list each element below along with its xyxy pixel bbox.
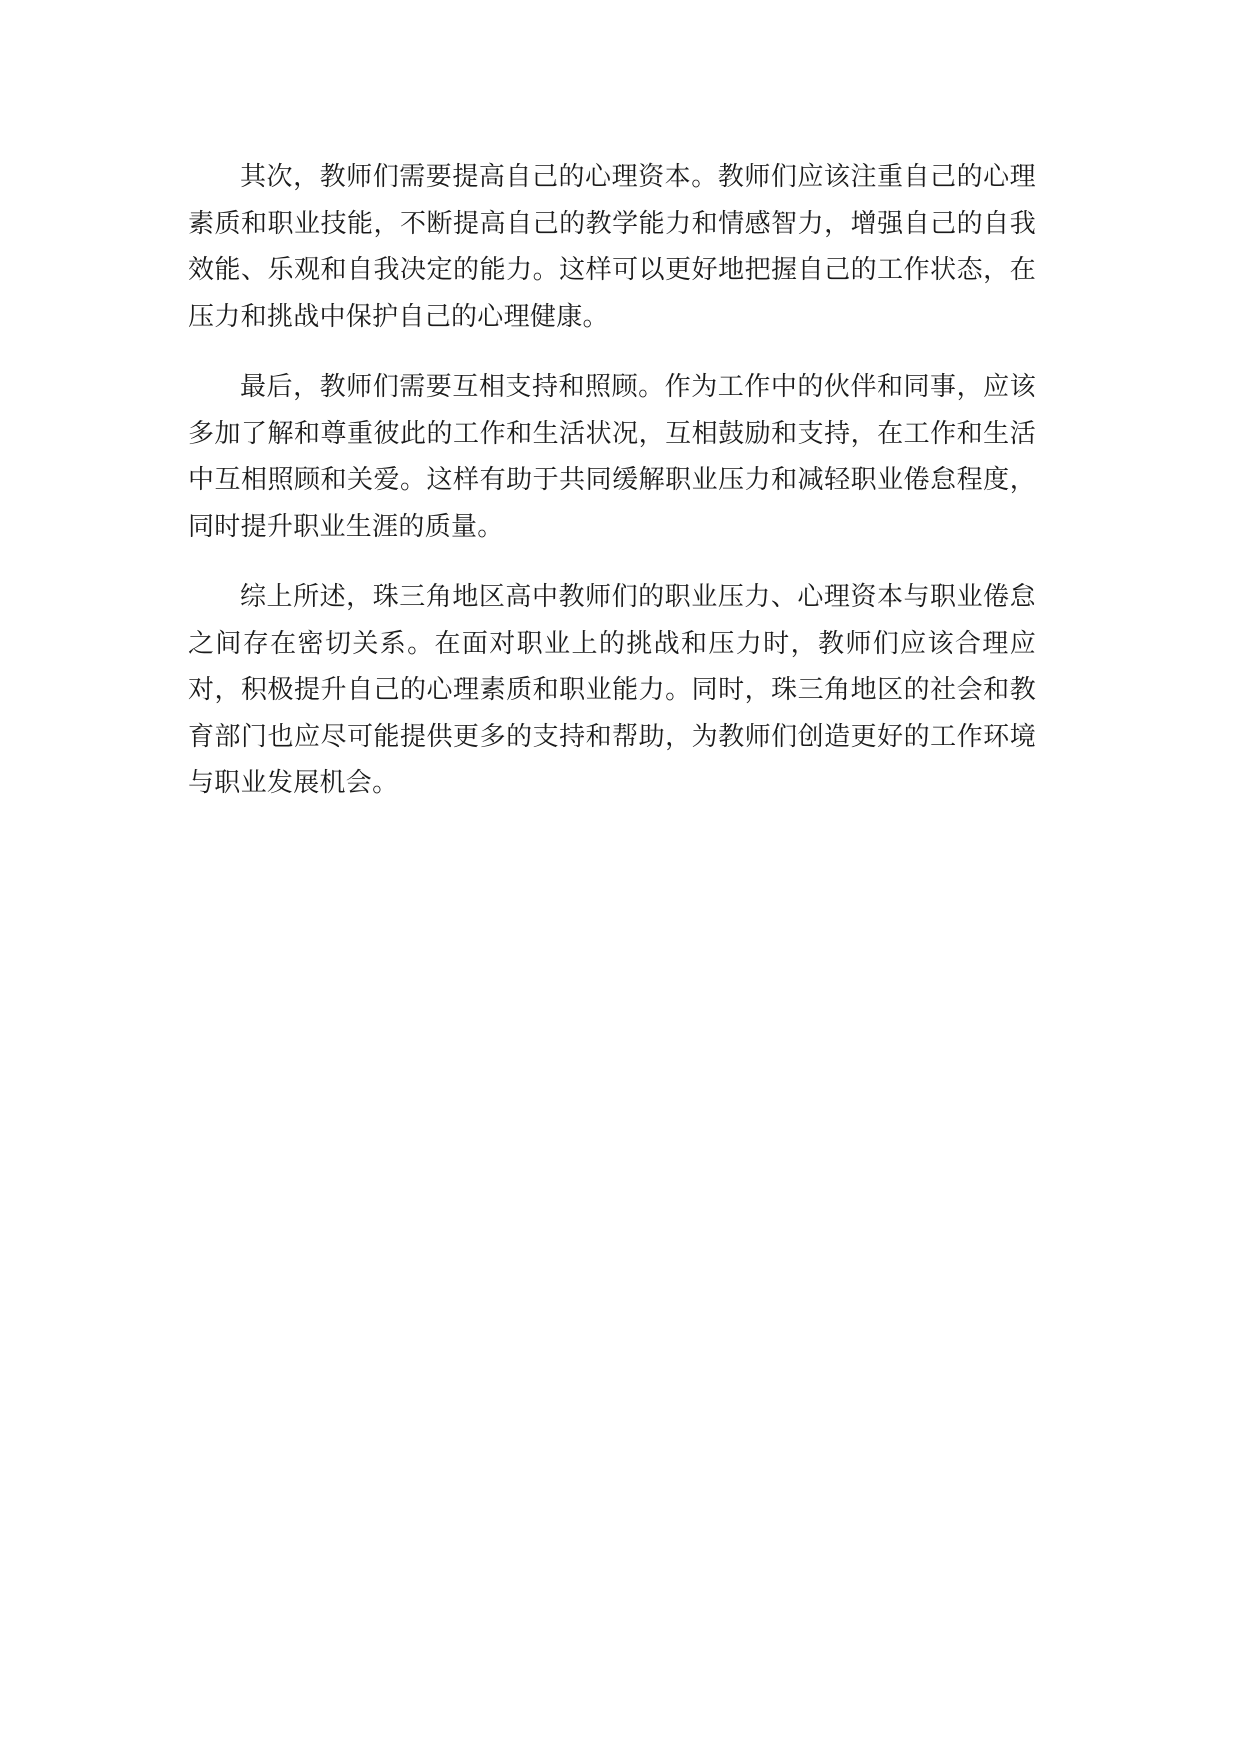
paragraph-mutual-support: 最后，教师们需要互相支持和照顾。作为工作中的伙伴和同事，应该多加了解和尊重彼此的工作和生活状况，互相鼓励和支持，在工作和生活中互相照顾和关爱。这样有助于共同缓解职业压力和减轻职业倦怠程度，同时提升职业生涯的质量。 [188, 372, 1036, 542]
document-body [188, 154, 1036, 831]
paragraph-conclusion: 综上所述，珠三角地区高中教师们的职业压力、心理资本与职业倦怠之间存在密切关系。在面对职业上的挑战和压力时，教师们应该合理应对，积极提升自己的心理素质和职业能力。同时，珠三角地区的社会和教育部门也应尽可能提供更多的支持和帮助，为教师们创造更好的工作环境与职业发展机会。 [188, 582, 1036, 798]
paragraph-psychological-capital: 其次，教师们需要提高自己的心理资本。教师们应该注重自己的心理素质和职业技能，不断提高自己的教学能力和情感智力，增强自己的自我效能、乐观和自我决定的能力。这样可以更好地把握自己的工作状态，在压力和挑战中保护自己的心理健康。 [188, 162, 1036, 332]
